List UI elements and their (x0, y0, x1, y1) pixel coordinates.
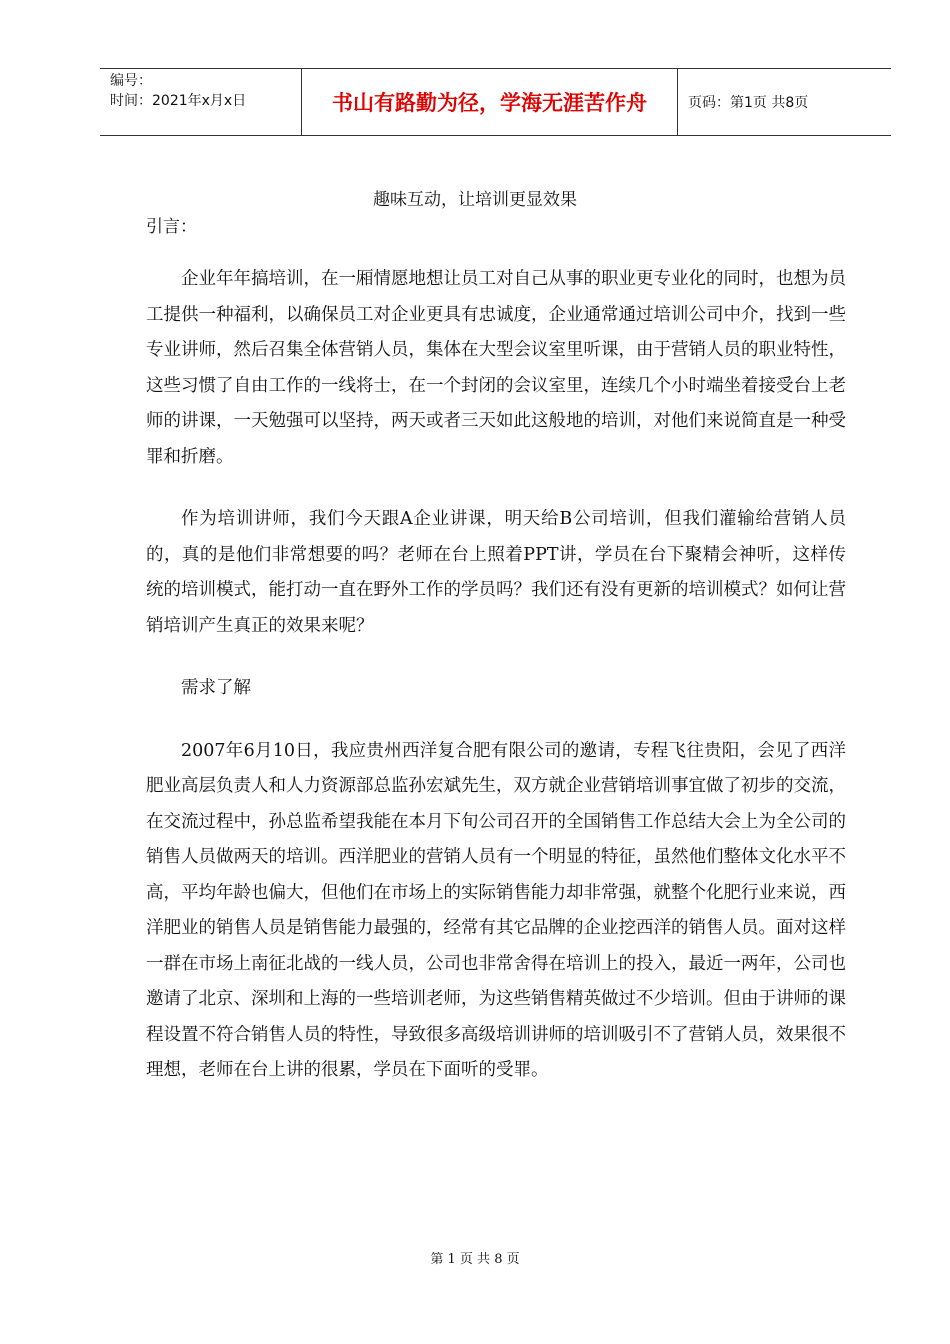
time-label: 时间：2021年x月x日 (110, 93, 247, 109)
section-heading: 需求了解 (181, 678, 251, 698)
number-label: 编号： (110, 73, 152, 89)
page-header (100, 68, 891, 136)
page-footer: 第 1 页 共 8 页 (430, 1252, 520, 1267)
header-page-info: 页码：第1页 共8页 (688, 95, 809, 111)
paragraph-2: 作为培训讲师，我们今天跟A企业讲课，明天给B公司培训，但我们灌输给营销人员的，真的是他们非常想要的吗？老师在台上照着PPT讲，学员在台下聚精会神听，这样传统的培训模式，能打动一直在野外工作的学员吗？我们还有没有更新的培训模式？如何让营销培训产生真正的效果来呢？ (146, 509, 846, 636)
intro-label: 引言： (146, 217, 197, 237)
header-motto: 书山有路勤为径，学海无涯苦作舟 (302, 69, 678, 135)
document-body (146, 262, 846, 1116)
document-title: 趣味互动，让培训更显效果 (373, 190, 577, 210)
header-meta (100, 69, 302, 135)
paragraph-1: 企业年年搞培训，在一厢情愿地想让员工对自己从事的职业更专业化的同时，也想为员工提供一种福利，以确保员工对企业更具有忠诚度，企业通常通过培训公司中介，找到一些专业讲师，然后召集全体营销人员，集体在大型会议室里听课，由于营销人员的职业特性，这些习惯了自由工作的一线将士，在一个封闭的会议室里，连续几个小时端坐着接受台上老师的讲课，一天勉强可以坚持，两天或者三天如此这般地的培训，对他们来说简直是一种受罪和折磨。 (146, 269, 846, 467)
paragraph-3: 2007年6月10日，我应贵州西洋复合肥有限公司的邀请，专程飞往贵阳，会见了西洋肥业高层负责人和人力资源部总监孙宏斌先生，双方就企业营销培训事宜做了初步的交流，在交流过程中，孙总监希望我能在本月下旬公司召开的全国销售工作总结大会上为全公司的销售人员做两天的培训。西洋肥业的营销人员有一个明显的特征，虽然他们整体文化水平不高，平均年龄也偏大，但他们在市场上的实际销售能力却非常强，就整个化肥行业来说，西洋肥业的销售人员是销售能力最强的，经常有其它品牌的企业挖西洋的销售人员。面对这样一群在市场上南征北战的一线人员，公司也非常舍得在培训上的投入，最近一两年，公司也邀请了北京、深圳和上海的一些培训老师，为这些销售精英做过不少培训。但由于讲师的课程设置不符合销售人员的特性，导致很多高级培训讲师的培训吸引不了营销人员，效果很不理想，老师在台上讲的很累，学员在下面听的受罪。 (146, 740, 846, 1080)
